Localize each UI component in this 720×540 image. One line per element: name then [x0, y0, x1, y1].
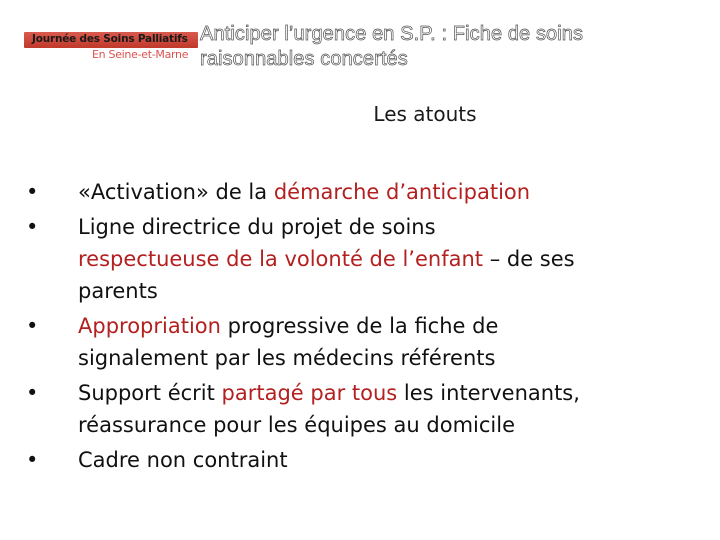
section-subtitle: Les atouts — [373, 102, 477, 126]
bullet-line — [78, 176, 706, 208]
bullet-item — [26, 377, 706, 441]
bullet-dot-icon: • — [26, 448, 39, 472]
bullet-line — [78, 211, 706, 243]
logo-banner-text: Journée des Soins Palliatifs — [32, 33, 188, 45]
bullet-line — [78, 377, 706, 409]
slide-title-line-2: raisonnables concertés — [200, 48, 408, 70]
bullet-text: Support écrit — [78, 381, 222, 405]
slide-title — [200, 22, 710, 72]
bullet-line — [78, 342, 706, 374]
bullet-line — [78, 310, 706, 342]
bullet-line — [78, 243, 706, 275]
bullet-highlight-text: respectueuse de la volonté de l’enfant — [78, 247, 484, 271]
bullet-item — [26, 444, 706, 476]
bullet-text: signalement par les médecins référents — [78, 346, 496, 370]
bullet-text: «Activation» de la — [78, 180, 274, 204]
bullet-text: progressive de la fiche de — [220, 314, 499, 338]
bullet-item — [26, 176, 706, 208]
bullet-text: parents — [78, 279, 158, 303]
slide-title-line-1: Anticiper l’urgence en S.P. : Fiche de soins — [200, 23, 584, 45]
bullet-text: les intervenants, — [397, 381, 580, 405]
bullet-text: réassurance pour les équipes au domicile — [78, 413, 515, 437]
bullet-text: Ligne directrice du projet de soins — [78, 215, 436, 239]
bullet-list — [26, 176, 706, 479]
bullet-item — [26, 211, 706, 307]
bullet-line — [78, 275, 706, 307]
bullet-dot-icon: • — [26, 180, 39, 204]
bullet-dot-icon: • — [26, 314, 39, 338]
bullet-line — [78, 444, 706, 476]
bullet-text: – de ses — [483, 247, 575, 271]
bullet-line — [78, 409, 706, 441]
bullet-highlight-text: démarche d’anticipation — [273, 180, 531, 204]
bullet-highlight-text: Appropriation — [78, 314, 221, 338]
bullet-text: Cadre non contraint — [78, 448, 288, 472]
bullet-dot-icon: • — [26, 215, 39, 239]
bullet-item — [26, 310, 706, 374]
bullet-highlight-text: partagé par tous — [221, 381, 398, 405]
logo-banner — [24, 32, 198, 48]
bullet-dot-icon: • — [26, 381, 39, 405]
logo-subtext: En Seine-et-Marne — [92, 48, 189, 61]
event-logo — [24, 32, 198, 66]
